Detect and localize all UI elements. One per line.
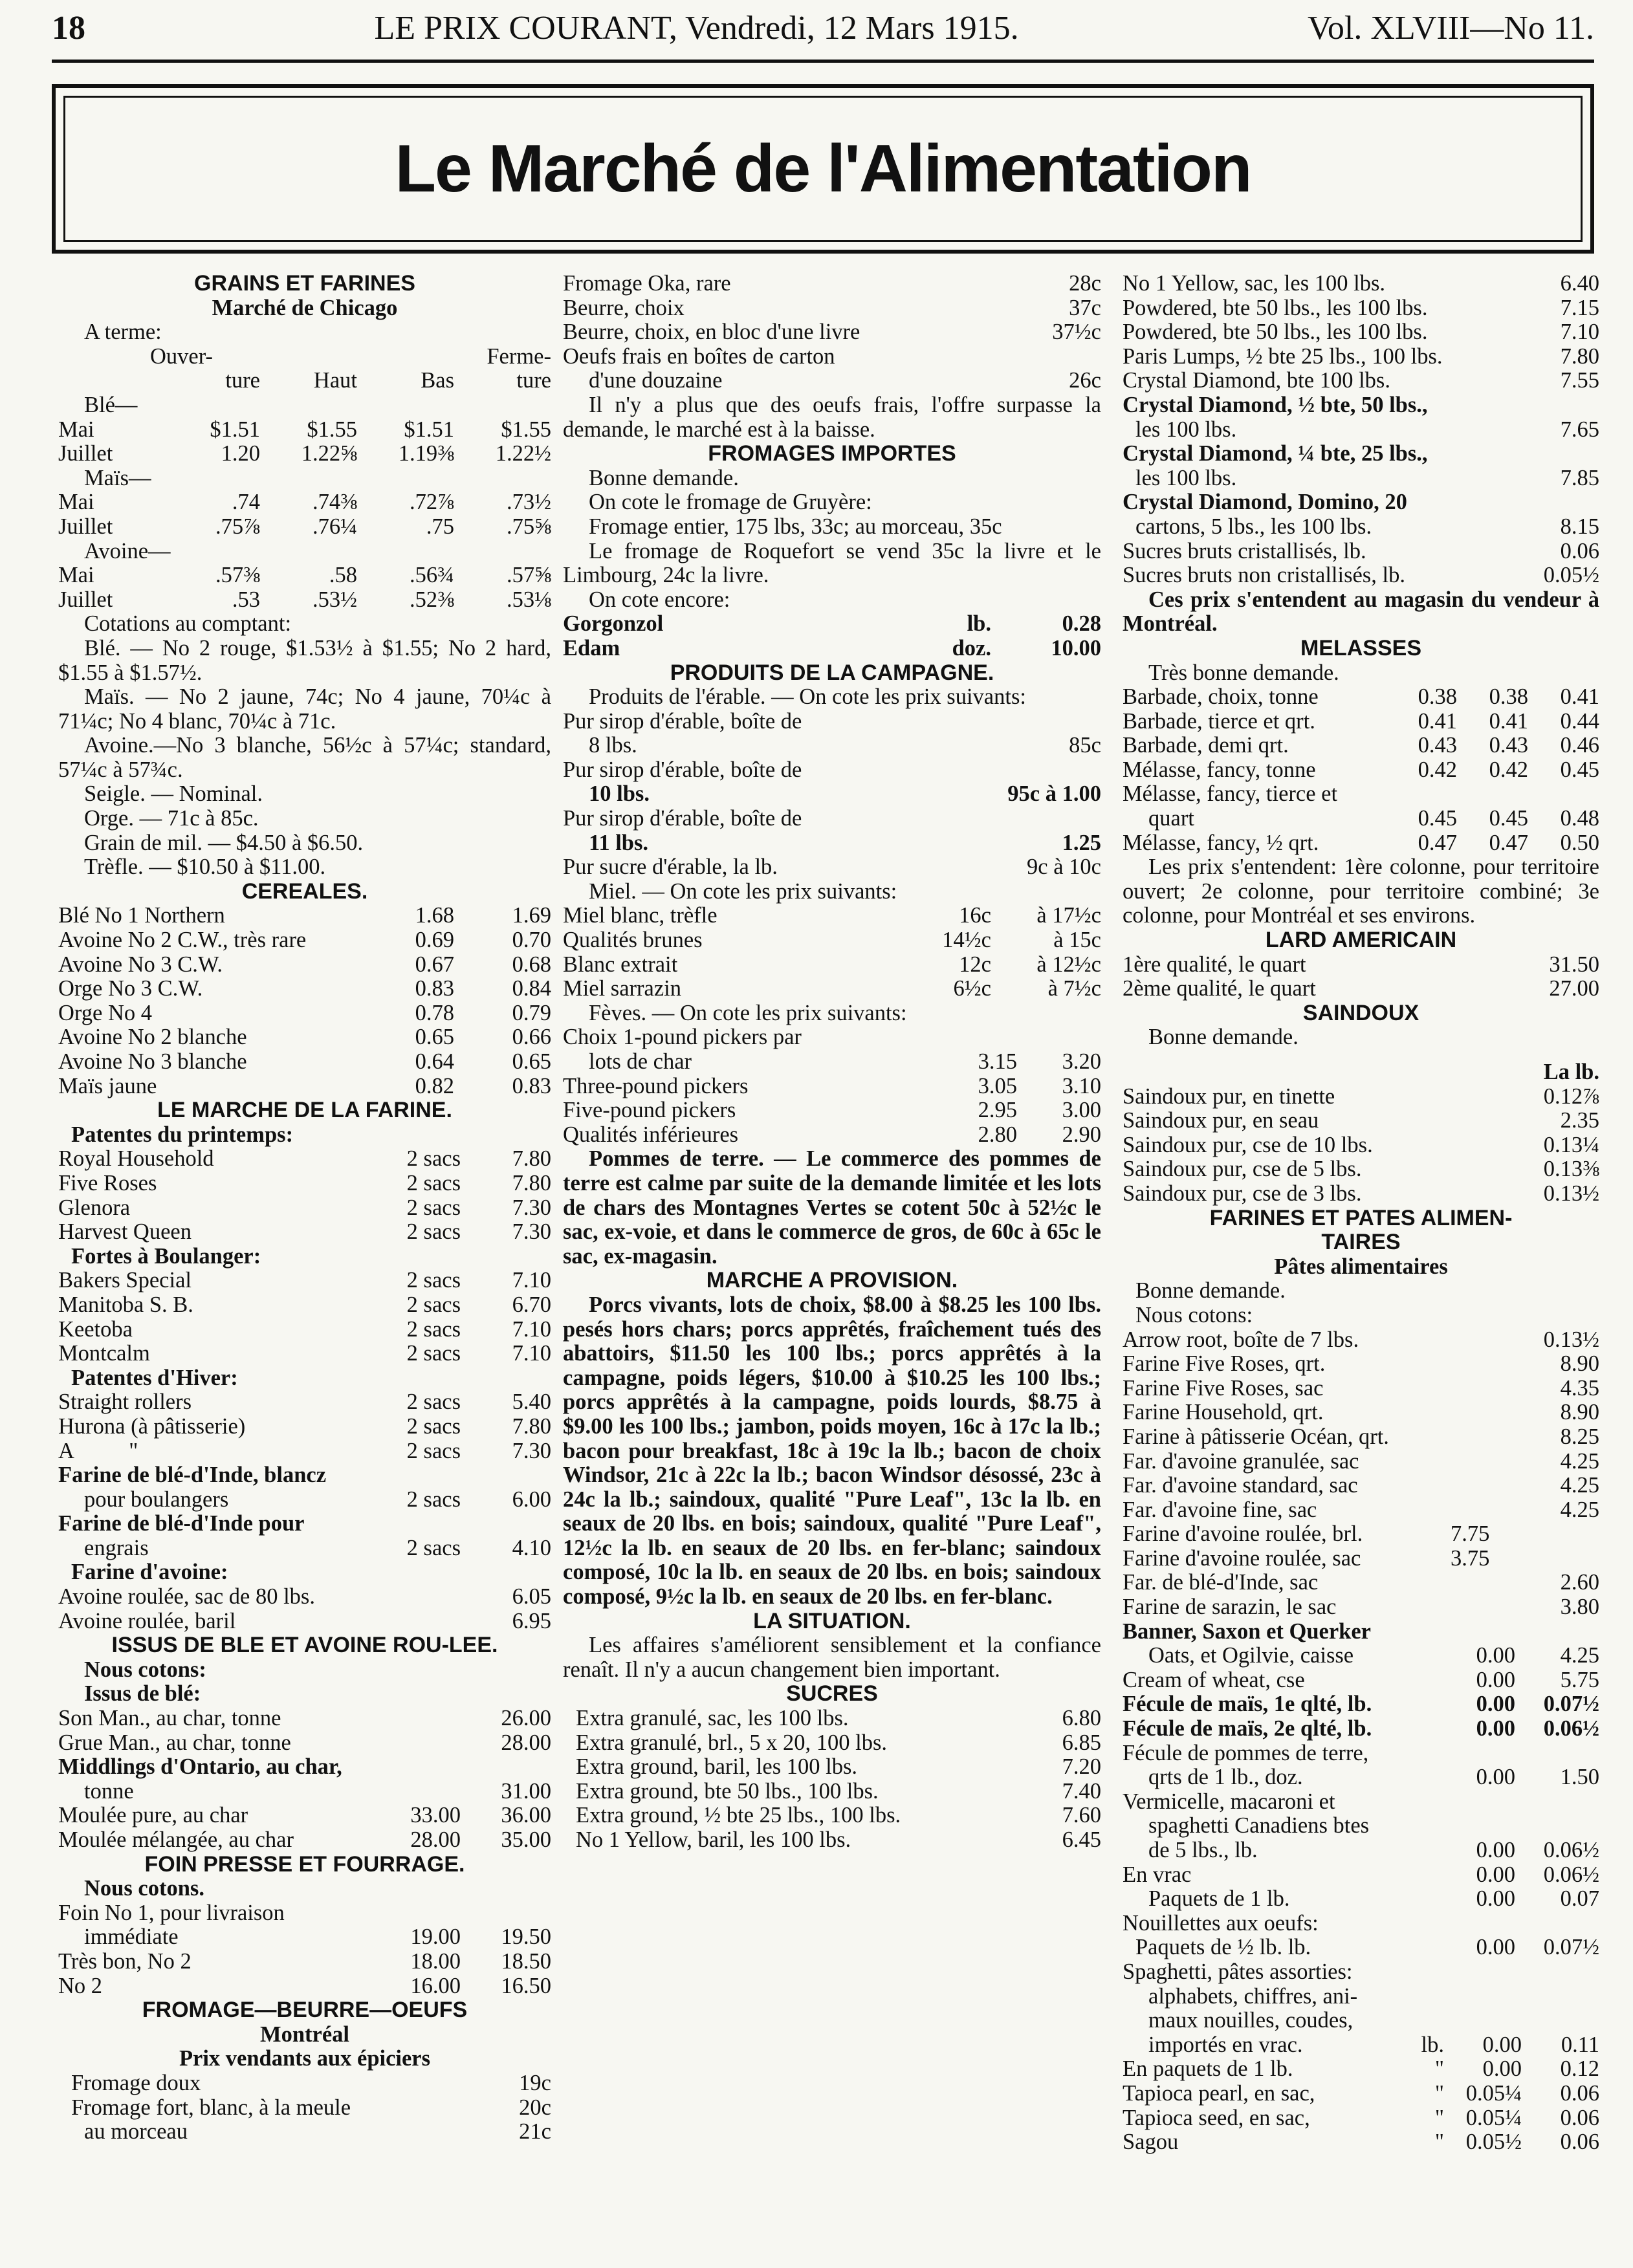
pommes-text: Pommes de terre. — Le commerce des pommes de terre est calme par suite de la demande limitée et les lots de chars des Montagnes Vertes se cotent 50c à 52½c le sac, ex-voie, et dans le commerce de gros, de 60c à 65c le sac, ex-magasin. bbox=[563, 1146, 1101, 1269]
table-row: Glenora 2 sacs 7.30 bbox=[58, 1195, 551, 1220]
comptant-text: Blé. — No 2 rouge, $1.53½ à $1.55; No 2 hard, $1.55 à $1.57½. bbox=[58, 635, 551, 685]
subheading-pates: Pâtes alimentaires bbox=[1274, 1254, 1448, 1279]
table-row: Blanc extrait 12c à 12½c bbox=[563, 952, 1101, 977]
saindoux-demand: Bonne demande. bbox=[1148, 1025, 1299, 1050]
table-row: Paquets de ½ lb. lb. 0.00 0.07½ bbox=[1135, 1935, 1599, 1960]
comptant-text: Seigle. — Nominal. bbox=[84, 781, 263, 807]
oeufs-note: Il n'y a plus que des oeufs frais, l'offre surpasse la demande, le marché est à la baisse. bbox=[563, 392, 1101, 442]
table-row: Five-pound pickers 2.95 3.00 bbox=[563, 1098, 1101, 1123]
banner-inner-frame bbox=[63, 96, 1583, 242]
subheading-hiver: Patentes d'Hiver: bbox=[71, 1365, 238, 1390]
table-row: Barbade, choix, tonne 0.38 0.38 0.41 bbox=[1123, 685, 1599, 710]
comptant-title: Cotations au comptant: bbox=[84, 611, 292, 637]
table-row: qrts de 1 lb., doz. 0.00 1.50 bbox=[1148, 1765, 1599, 1790]
sucres-note: Ces prix s'entendent au magasin du vendeur à Montréal. bbox=[1123, 587, 1599, 637]
table-row: immédiate 19.00 19.50 bbox=[84, 1925, 551, 1950]
table-row: Avoine No 3 C.W. 0.67 0.68 bbox=[58, 952, 551, 977]
table-row: 11 lbs. 1.25 bbox=[589, 831, 1101, 855]
table-row: Fécule de maïs, 2e qlté, lb. 0.00 0.06½ bbox=[1123, 1717, 1599, 1741]
heading-importes: FROMAGES IMPORTES bbox=[708, 441, 956, 466]
table-row: Hurona (à pâtisserie) 2 sacs 7.80 bbox=[58, 1414, 551, 1439]
table-row: Fromage doux 19c bbox=[71, 2071, 551, 2095]
feves-choix: Choix 1-pound pickers par bbox=[563, 1025, 802, 1050]
table-row: No 1 Yellow, baril, les 100 lbs. 6.45 bbox=[576, 1828, 1101, 1852]
vermicelle-label: Vermicelle, macaroni et bbox=[1123, 1789, 1335, 1814]
table-row: En paquets de 1 lb. " 0.00 0.12 bbox=[1123, 2057, 1599, 2082]
heading-situation: LA SITUATION. bbox=[753, 1608, 911, 1633]
table-row: les 100 lbs. 7.65 bbox=[1135, 417, 1599, 442]
table-row: Mai .57⅜ .58 .56¾ .57⅝ bbox=[58, 563, 551, 588]
melasse-tierce-label: Mélasse, fancy, tierce et bbox=[1123, 781, 1338, 807]
issus-cotons: Nous cotons: bbox=[84, 1657, 206, 1682]
table-row: Tapioca pearl, en sac, " 0.05¼ 0.06 bbox=[1123, 2081, 1599, 2106]
table-row: tonne 31.00 bbox=[84, 1779, 551, 1804]
table-row: 2ème qualité, le quart 27.00 bbox=[1123, 977, 1599, 1001]
table-row: Mai .74 .74⅜ .72⅞ .73½ bbox=[58, 490, 551, 515]
table-row: Extra ground, ½ bte 25 lbs., 100 lbs. 7.60 bbox=[576, 1804, 1101, 1828]
table-row: Sucres bruts cristallisés, lb. 0.06 bbox=[1123, 539, 1599, 563]
table-row: Extra granulé, sac, les 100 lbs. 6.80 bbox=[576, 1706, 1101, 1731]
table-row: Straight rollers 2 sacs 5.40 bbox=[58, 1390, 551, 1415]
table-row: Farine Five Roses, qrt. 8.90 bbox=[1123, 1352, 1599, 1377]
importes-text: Fromage entier, 175 lbs, 33c; au morceau, 35c bbox=[589, 514, 1002, 539]
heading-lard: LARD AMERICAIN bbox=[1265, 928, 1457, 953]
table-row: Three-pound pickers 3.05 3.10 bbox=[563, 1074, 1101, 1098]
table-row: Keetoba 2 sacs 7.10 bbox=[58, 1317, 551, 1342]
table-row: Avoine No 2 C.W., très rare 0.69 0.70 bbox=[58, 928, 551, 953]
table-row: Farine Five Roses, sac 4.35 bbox=[1123, 1376, 1599, 1401]
table-row: de 5 lbs., lb. 0.00 0.06½ bbox=[1148, 1838, 1599, 1862]
foin-cotons: Nous cotons. bbox=[84, 1876, 204, 1901]
section-title: Le Marché de l'Alimentation bbox=[395, 131, 1251, 206]
table-row: No 2 16.00 16.50 bbox=[58, 1974, 551, 1998]
sirop-label: Pur sirop d'érable, boîte de bbox=[563, 806, 802, 831]
table-row: Miel blanc, trèfle 16c à 17½c bbox=[563, 904, 1101, 928]
a-terme-label: A terme: bbox=[84, 320, 162, 345]
erable-intro: Produits de l'érable. — On cote les prix suivants: bbox=[589, 684, 1026, 710]
futures-group-label: Avoine— bbox=[84, 538, 171, 563]
ble-inde-label: Farine de blé-d'Inde, blancz bbox=[58, 1463, 327, 1488]
saindoux-unit: La lb. bbox=[1543, 1060, 1599, 1084]
table-row: A " 2 sacs 7.30 bbox=[58, 1439, 551, 1463]
table-row: Pur sucre d'érable, la lb. 9c à 10c bbox=[563, 855, 1101, 880]
futures-header-bottom: ture Haut Bas ture bbox=[225, 369, 551, 393]
table-row: Farine à pâtisserie Océan, qrt. 8.25 bbox=[1123, 1424, 1599, 1449]
subheading-prix-vendants: Prix vendants aux épiciers bbox=[179, 2046, 431, 2071]
table-row: Saindoux pur, en tinette 0.12⅞ bbox=[1123, 1084, 1599, 1109]
crystal-label: Crystal Diamond, Domino, 20 bbox=[1123, 490, 1407, 515]
situation-text: Les affaires s'améliorent sensiblement et la confiance renaît. Il n'y a aucun changement bien important. bbox=[563, 1633, 1101, 1682]
importes-text: On cote encore: bbox=[589, 587, 730, 612]
table-row: Harvest Queen 2 sacs 7.30 bbox=[58, 1220, 551, 1245]
heading-fromage: FROMAGE—BEURRE—OEUFS bbox=[142, 1998, 468, 2023]
table-row: engrais 2 sacs 4.10 bbox=[84, 1536, 551, 1560]
heading-cereales: CEREALES. bbox=[241, 878, 368, 904]
table-row: 8 lbs. 85c bbox=[589, 734, 1101, 758]
table-row: Mélasse, fancy, ½ qrt. 0.47 0.47 0.50 bbox=[1123, 831, 1599, 855]
column-1 bbox=[58, 272, 556, 2144]
table-row: Paquets de 1 lb. 0.00 0.07 bbox=[1148, 1887, 1599, 1912]
table-row: Extra ground, baril, les 100 lbs. 7.20 bbox=[576, 1755, 1101, 1780]
comptant-text: Avoine.—No 3 blanche, 56½c à 57¼c; standard, 57¼c à 57¾c. bbox=[58, 733, 551, 782]
heading-grains: GRAINS ET FARINES bbox=[194, 271, 415, 296]
table-row: Far. d'avoine granulée, sac 4.25 bbox=[1123, 1449, 1599, 1474]
table-row: Très bon, No 2 18.00 18.50 bbox=[58, 1949, 551, 1974]
futures-table bbox=[58, 393, 551, 612]
heading-campagne: PRODUITS DE LA CAMPAGNE. bbox=[670, 660, 994, 685]
printemps-table bbox=[58, 1147, 551, 1244]
table-row: Farine d'avoine roulée, brl. 7.75 bbox=[1123, 1522, 1490, 1547]
table-row: Oeufs frais en boîtes de carton bbox=[563, 344, 835, 369]
boulanger-table bbox=[58, 1269, 551, 1366]
table-row: Orge No 4 0.78 0.79 bbox=[58, 1001, 551, 1025]
table-row: Saindoux pur, en seau 2.35 bbox=[1123, 1109, 1599, 1133]
heading-foin: FOIN PRESSE ET FOURRAGE. bbox=[144, 1851, 465, 1877]
table-row: Far. de blé-d'Inde, sac 2.60 bbox=[1123, 1571, 1599, 1595]
section-banner bbox=[52, 84, 1594, 254]
table-row: Miel sarrazin 6½c à 7½c bbox=[563, 977, 1101, 1001]
spaghetti-label: Spaghetti, pâtes assorties: bbox=[1123, 1959, 1353, 1984]
table-row: au morceau 21c bbox=[84, 2120, 551, 2144]
journal-title: LE PRIX COURANT, Vendredi, 12 Mars 1915. bbox=[374, 10, 1019, 47]
table-row: Farine de sarazin, le sac 3.80 bbox=[1123, 1595, 1599, 1620]
sirop-label: Pur sirop d'érable, boîte de bbox=[563, 757, 802, 782]
foin-no1-label: Foin No 1, pour livraison bbox=[58, 1900, 285, 1925]
pates-demand: Bonne demande. bbox=[1135, 1278, 1286, 1303]
table-row: No 1 Yellow, sac, les 100 lbs. 6.40 bbox=[1123, 272, 1599, 296]
subheading-avoine: Farine d'avoine: bbox=[71, 1560, 228, 1585]
subheading-printemps: Patentes du printemps: bbox=[71, 1122, 294, 1147]
comptant-text: Maïs. — No 2 jaune, 74c; No 4 jaune, 70¼c à 71¼c; No 4 blanc, 70¼c à 71c. bbox=[58, 684, 551, 734]
table-row: En vrac 0.00 0.06½ bbox=[1123, 1862, 1599, 1887]
table-row: cartons, 5 lbs., les 100 lbs. 8.15 bbox=[1135, 514, 1599, 539]
table-row: Fromage fort, blanc, à la meule 20c bbox=[71, 2095, 551, 2120]
table-row: Avoine No 3 blanche 0.64 0.65 bbox=[58, 1050, 551, 1074]
table-row: importés en vrac. lb. 0.00 0.11 bbox=[1148, 2033, 1599, 2057]
table-row: Son Man., au char, tonne 26.00 bbox=[58, 1706, 551, 1731]
table-row: 10 lbs. 95c à 1.00 bbox=[589, 782, 1101, 807]
vermicelle-sub: spaghetti Canadiens btes bbox=[1148, 1813, 1370, 1838]
table-row: Orge No 3 C.W. 0.83 0.84 bbox=[58, 977, 551, 1001]
subheading-chicago: Marché de Chicago bbox=[212, 295, 398, 320]
importes-text: Le fromage de Roquefort se vend 35c la livre et le Limbourg, 24c la livre. bbox=[563, 538, 1101, 588]
header-rule bbox=[52, 60, 1594, 63]
importes-text: Bonne demande. bbox=[589, 465, 739, 490]
table-row: Saindoux pur, cse de 3 lbs. 0.13½ bbox=[1123, 1181, 1599, 1206]
table-row: Farine Household, qrt. 8.90 bbox=[1123, 1401, 1599, 1425]
sirop-label: Pur sirop d'érable, boîte de bbox=[563, 708, 802, 734]
heading-farines: FARINES ET PATES ALIMEN- bbox=[1209, 1205, 1513, 1230]
table-row: Saindoux pur, cse de 5 lbs. 0.13⅜ bbox=[1123, 1157, 1599, 1182]
table-row: Beurre, choix 37c bbox=[563, 296, 1101, 320]
table-row: Five Roses 2 sacs 7.80 bbox=[58, 1171, 551, 1195]
crystal-label: Crystal Diamond, ½ bte, 50 lbs., bbox=[1123, 392, 1428, 417]
hiver-table bbox=[58, 1390, 551, 1463]
provision-text: Porcs vivants, lots de choix, $8.00 à $8.25 les 100 lbs. pesés hors chars; porcs apprêtés, fraîchement tués des abattoirs, $11.50 les 100 lbs.; porcs apprêtés à la campagne, poids légers, $10.00 à $10.25 les 100 lbs.; porcs apprêtés à la campagne, poids lourds, $8.75 à $9.00 les 100 lbs.; jambon, poids moyen, 16c à 17c la lb.; bacon pour breakfast, 18c à 19c la lb.; bacon de choix Windsor, 21c à 22c la lb.; bacon Windsor désossé, 23c à 24c la lb.; saindoux, qualité "Pure Leaf", 13c la lb. en seaux de 20 lbs. en bois; saindoux, qualité "Pure Leaf", 12½c la lb. en seaux de 20 lbs. en fer-blanc; saindoux composé, 10c la lb. en seaux de 20 lbs. en bois; saindoux composé, 9½c la lb. en seaux de 20 lbs. en fer-blanc. bbox=[563, 1292, 1101, 1609]
table-row: Juillet .75⅞ .76¼ .75 .75⅝ bbox=[58, 514, 551, 539]
futures-group-label: Maïs— bbox=[84, 465, 151, 490]
ble-inde-label: Farine de blé-d'Inde pour bbox=[58, 1511, 305, 1536]
heading-farines-cont: TAIRES bbox=[1321, 1230, 1401, 1255]
crystal-label: Crystal Diamond, ¼ bte, 25 lbs., bbox=[1123, 441, 1428, 466]
table-row: Moulée mélangée, au char 28.00 35.00 bbox=[58, 1828, 551, 1852]
table-row: Barbade, tierce et qrt. 0.41 0.41 0.44 bbox=[1123, 709, 1599, 734]
comptant-text: Grain de mil. — $4.50 à $6.50. bbox=[84, 830, 364, 855]
table-row: Extra ground, bte 50 lbs., 100 lbs. 7.40 bbox=[576, 1779, 1101, 1804]
table-row: Powdered, bte 50 lbs., les 100 lbs. 7.15 bbox=[1123, 296, 1599, 320]
importes-text: On cote le fromage de Gruyère: bbox=[589, 490, 872, 515]
comptant-text: Orge. — 71c à 85c. bbox=[84, 806, 259, 831]
melasses-demand: Très bonne demande. bbox=[1148, 660, 1339, 685]
miel-intro: Miel. — On cote les prix suivants: bbox=[589, 878, 897, 904]
table-row: Maïs jaune 0.82 0.83 bbox=[58, 1074, 551, 1098]
table-row: 1ère qualité, le quart 31.50 bbox=[1123, 952, 1599, 977]
table-row: Tapioca seed, en sac, " 0.05¼ 0.06 bbox=[1123, 2106, 1599, 2130]
table-row: Beurre, choix, en bloc d'une livre 37½c bbox=[563, 320, 1101, 345]
futures-group-label: Blé— bbox=[84, 392, 138, 417]
table-row: lots de char 3.15 3.20 bbox=[589, 1050, 1101, 1074]
table-row: Manitoba S. B. 2 sacs 6.70 bbox=[58, 1292, 551, 1317]
table-row: Farine d'avoine roulée, sac 3.75 bbox=[1123, 1546, 1490, 1571]
table-row: Oats, et Ogilvie, caisse 0.00 4.25 bbox=[1148, 1644, 1599, 1668]
table-row: Powdered, bte 50 lbs., les 100 lbs. 7.10 bbox=[1123, 320, 1599, 345]
heading-saindoux: SAINDOUX bbox=[1302, 1000, 1419, 1025]
table-row: Mélasse, fancy, tonne 0.42 0.42 0.45 bbox=[1123, 758, 1599, 782]
spaghetti-sub: alphabets, chiffres, ani- bbox=[1148, 1983, 1358, 2009]
middlings-label: Middlings d'Ontario, au char, bbox=[58, 1754, 342, 1780]
table-row: Paris Lumps, ½ bte 25 lbs., 100 lbs. 7.80 bbox=[1123, 344, 1599, 369]
table-row: Qualités inférieures 2.80 2.90 bbox=[563, 1122, 1101, 1147]
column-3 bbox=[1123, 272, 1605, 2155]
table-row: Avoine roulée, baril 6.95 bbox=[58, 1609, 551, 1633]
table-row: Barbade, demi qrt. 0.43 0.43 0.46 bbox=[1123, 734, 1599, 758]
table-row: Avoine No 2 blanche 0.65 0.66 bbox=[58, 1025, 551, 1050]
pates-cotons: Nous cotons: bbox=[1135, 1302, 1253, 1327]
subheading-boulanger: Fortes à Boulanger: bbox=[71, 1243, 261, 1269]
table-row: Sagou " 0.05½ 0.06 bbox=[1123, 2130, 1599, 2155]
futures-header-top: Ouver- Ferme- bbox=[150, 344, 551, 369]
table-row: Blé No 1 Northern 1.68 1.69 bbox=[58, 904, 551, 928]
table-row: Fécule de maïs, 1e qlté, lb. 0.00 0.07½ bbox=[1123, 1692, 1599, 1717]
table-row: les 100 lbs. 7.85 bbox=[1135, 466, 1599, 490]
heading-farine: LE MARCHE DE LA FARINE. bbox=[157, 1098, 452, 1123]
issus-ble: Issus de blé: bbox=[84, 1681, 201, 1706]
heading-provision: MARCHE A PROVISION. bbox=[706, 1268, 958, 1293]
feves-intro: Fèves. — On cote les prix suivants: bbox=[589, 1000, 907, 1025]
table-row: Mai $1.51 $1.55 $1.51 $1.55 bbox=[58, 417, 551, 442]
table-row: quart 0.45 0.45 0.48 bbox=[1148, 807, 1599, 831]
table-row: Arrow root, boîte de 7 lbs. 0.13½ bbox=[1123, 1327, 1599, 1352]
table-row: Montcalm 2 sacs 7.10 bbox=[58, 1342, 551, 1366]
subheading-montreal: Montréal bbox=[260, 2022, 349, 2047]
nouillettes-label: Nouillettes aux oeufs: bbox=[1123, 1910, 1319, 1935]
table-row: Saindoux pur, cse de 10 lbs. 0.13¼ bbox=[1123, 1133, 1599, 1157]
banner-oats-label: Banner, Saxon et Querker bbox=[1123, 1619, 1371, 1644]
fecule-label: Fécule de pommes de terre, bbox=[1123, 1740, 1369, 1765]
table-row: Crystal Diamond, bte 100 lbs. 7.55 bbox=[1123, 369, 1599, 393]
columns bbox=[58, 272, 1605, 2258]
spaghetti-sub: maux nouilles, coudes, bbox=[1148, 2008, 1354, 2033]
table-row: Royal Household 2 sacs 7.80 bbox=[58, 1147, 551, 1172]
heading-issus: ISSUS DE BLE ET AVOINE ROU-LEE. bbox=[111, 1633, 498, 1658]
volume-number: Vol. XLVIII—No 11. bbox=[1308, 10, 1594, 47]
table-row: Extra granulé, brl., 5 x 20, 100 lbs. 6.85 bbox=[576, 1730, 1101, 1755]
page-number: 18 bbox=[52, 10, 85, 47]
melasses-note: Les prix s'entendent: 1ère colonne, pour territoire ouvert; 2e colonne, pour territoire combiné; 3e colonne, pour Montréal et ses environs. bbox=[1123, 855, 1599, 928]
table-row: Juillet .53 .53½ .52⅜ .53⅛ bbox=[58, 587, 551, 612]
table-row: Avoine roulée, sac de 80 lbs. 6.05 bbox=[58, 1585, 551, 1609]
table-row: pour boulangers 2 sacs 6.00 bbox=[84, 1487, 551, 1512]
column-2 bbox=[563, 272, 1106, 1853]
table-row: Qualités brunes 14½c à 15c bbox=[563, 928, 1101, 953]
table-row: d'une douzaine 26c bbox=[589, 369, 1101, 393]
table-row: Far. d'avoine standard, sac 4.25 bbox=[1123, 1474, 1599, 1498]
table-row: Gorgonzol lb. 0.28 bbox=[563, 612, 1101, 637]
table-row: Sucres bruts non cristallisés, lb. 0.05½ bbox=[1123, 563, 1599, 588]
heading-melasses: MELASSES bbox=[1300, 635, 1422, 660]
table-row: Far. d'avoine fine, sac 4.25 bbox=[1123, 1498, 1599, 1522]
table-row: Edam doz. 10.00 bbox=[563, 636, 1101, 660]
table-row: Bakers Special 2 sacs 7.10 bbox=[58, 1269, 551, 1293]
table-row: Moulée pure, au char 33.00 36.00 bbox=[58, 1804, 551, 1828]
cereales-table bbox=[58, 904, 551, 1098]
running-head bbox=[52, 9, 1594, 54]
comptant-text: Trèfle. — $10.50 à $11.00. bbox=[84, 855, 326, 880]
table-row: Grue Man., au char, tonne 28.00 bbox=[58, 1730, 551, 1755]
heading-sucres: SUCRES bbox=[786, 1681, 878, 1706]
table-row: Fromage Oka, rare 28c bbox=[563, 272, 1101, 296]
table-row: Juillet 1.20 1.22⅝ 1.19⅜ 1.22½ bbox=[58, 442, 551, 466]
table-row: Cream of wheat, cse 0.00 5.75 bbox=[1123, 1668, 1599, 1692]
